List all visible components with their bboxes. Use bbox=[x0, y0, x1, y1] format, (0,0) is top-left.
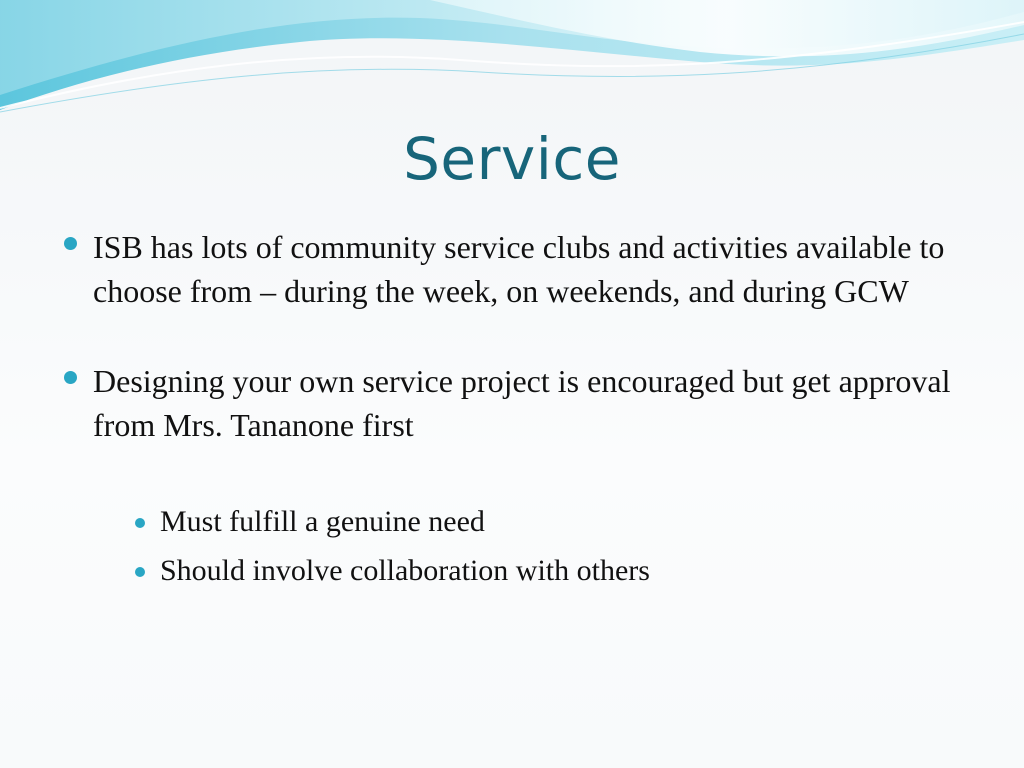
bullet-list bbox=[60, 225, 960, 591]
bullet-dot-icon bbox=[64, 237, 77, 250]
sub-bullet-text: Should involve collaboration with others bbox=[160, 554, 650, 587]
sub-bullet-list bbox=[60, 502, 960, 591]
bullet-item bbox=[60, 359, 960, 591]
bullet-dot-icon bbox=[135, 518, 145, 528]
bullet-text: ISB has lots of community service clubs and activities available to choose from – during the week, on weekends, and during GCW bbox=[93, 229, 945, 309]
bullet-dot-icon bbox=[135, 567, 145, 577]
decorative-wave-header bbox=[0, 0, 1024, 130]
sub-bullet-item bbox=[133, 551, 960, 591]
slide-title: Service bbox=[403, 125, 621, 193]
bullet-text: Designing your own service project is encouraged but get approval from Mrs. Tananone first bbox=[93, 363, 951, 443]
bullet-item bbox=[60, 225, 960, 313]
bullet-dot-icon bbox=[64, 371, 77, 384]
sub-bullet-item bbox=[133, 502, 960, 542]
sub-bullet-text: Must fulfill a genuine need bbox=[160, 505, 485, 538]
